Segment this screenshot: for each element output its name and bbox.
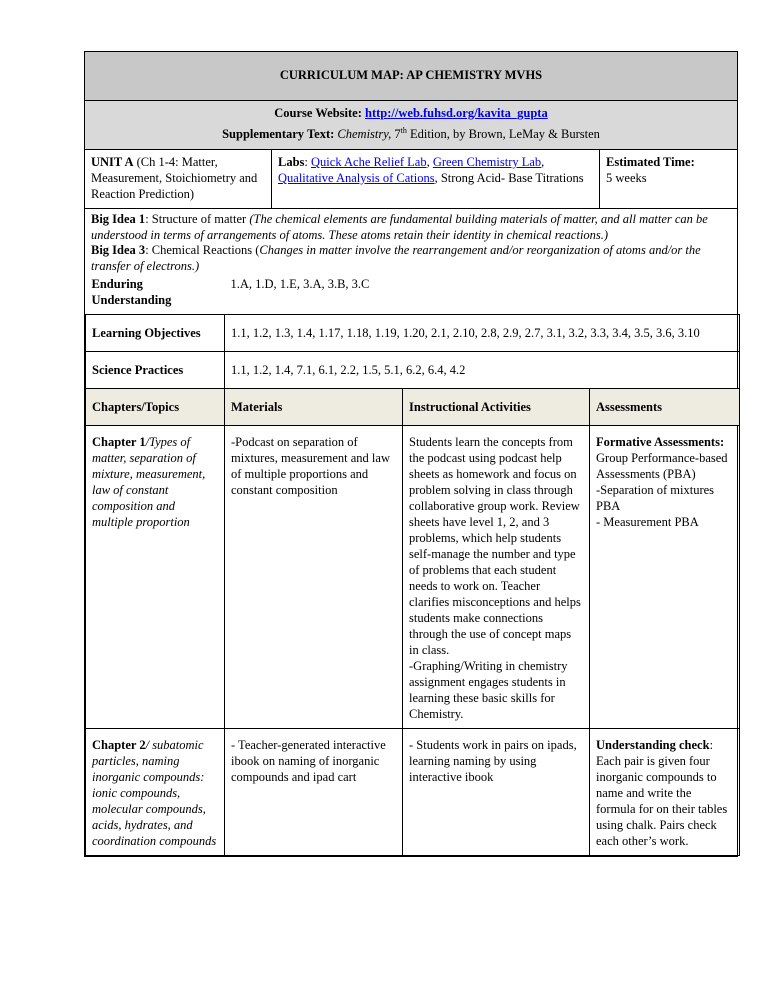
unit-name: UNIT A: [91, 155, 134, 170]
chapter-2-assess-text: : Each pair is given four inorganic compounds to name and write the formula for on their tables using chalk. Pairs check each other’s work.: [596, 738, 728, 849]
supp-rest: Edition, by Brown, LeMay & Bursten: [409, 127, 600, 142]
chapter-1-assess-label: Formative Assessments:: [596, 435, 725, 450]
labs-tail: , Strong Acid- Base Titrations: [434, 171, 584, 186]
time-label: Estimated Time:: [606, 155, 695, 170]
chapter-2-materials: - Teacher-generated interactive ibook on naming of inorganic compounds and ipad cart: [225, 729, 403, 856]
chapter-1-topics: /Types of matter, separation of mixture, measurement, law of constant composition and multiple proportion: [92, 435, 206, 530]
objectives-row: [86, 315, 740, 352]
big-idea-1: [91, 212, 731, 243]
enduring-label: Enduring Understanding: [91, 277, 172, 308]
supplementary-text-line: [89, 122, 733, 143]
big-idea-3-label: Big Idea 3: [91, 243, 146, 258]
time-value: 5 weeks: [606, 171, 647, 186]
table-row: [86, 729, 740, 856]
big-idea-3-italic: Changes in matter involve the rearrangement and/or reorganization of atoms and/or the transfer of electrons.): [91, 243, 701, 273]
course-website-line: [89, 105, 733, 122]
big-idea-1-label: Big Idea 1: [91, 212, 146, 227]
chapter-1-activities: Students learn the concepts from the podcast using podcast help sheets as homework and focus on problem solving in class through collaborative group work. Review sheets have level 1, 2, and 3 problems, which help students self-manage the number and type of problems that each student needs to work on. Teacher clarifies misconceptions and helps students make connections through the use of concept maps in class.: [409, 435, 581, 658]
objectives-value: 1.1, 1.2, 1.3, 1.4, 1.17, 1.18, 1.19, 1.20, 2.1, 2.10, 2.8, 2.9, 2.7, 3.1, 3.2, 3.3, 3.4, 3.5, 3.6, 3.10: [225, 315, 740, 352]
chapter-2-title: Chapter 2: [92, 738, 146, 753]
lab-link-qualitative-cations[interactable]: Qualitative Analysis of Cations: [278, 171, 435, 186]
labs-cell: Labs: Quick Ache Relief Lab, Green Chemistry Lab, Qualitative Analysis of Cations, Strong Acid- Base Titrations: [272, 150, 600, 208]
course-info: [85, 100, 737, 149]
column-header-row: [86, 389, 740, 426]
chapter-2-cell: [86, 729, 225, 856]
curriculum-table: [85, 274, 740, 856]
big-ideas: [85, 208, 737, 274]
supp-edition-sup: th: [400, 126, 407, 135]
estimated-time-cell: [600, 150, 737, 208]
practices-row: [86, 352, 740, 389]
table-row: [86, 426, 740, 729]
chapter-2-topics: / subatomic particles, naming inorganic compounds: ionic compounds, molecular compounds, acids, hydrates, and coordination compounds: [92, 738, 217, 849]
chapter-1-cell: [86, 426, 225, 729]
page-title: CURRICULUM MAP: AP CHEMISTRY MVHS: [85, 52, 737, 100]
col-assessments: Assessments: [590, 389, 740, 426]
enduring-row: [86, 274, 740, 315]
supp-book: Chemistry,: [337, 127, 392, 142]
curriculum-map: [84, 51, 738, 857]
lab-link-quick-ache[interactable]: Quick Ache Relief Lab: [311, 155, 427, 170]
big-idea-3: [91, 243, 731, 274]
chapter-1-activities-2: -Graphing/Writing in chemistry assignment engages students in learning these basic skills for Chemistry.: [409, 659, 568, 722]
big-idea-1-italic: (The chemical elements are fundamental building materials of matter, and all matter can be understood in terms of arrangements of atoms. These atoms retain their identity in chemical reactions.): [91, 212, 708, 242]
chapter-1-assess-text: Group Performance-based Assessments (PBA): [596, 451, 728, 482]
enduring-value: 1.A, 1.D, 1.E, 3.A, 3.B, 3.C: [230, 277, 370, 292]
practices-label: Science Practices: [86, 352, 225, 389]
col-materials: Materials: [225, 389, 403, 426]
chapter-2-assess-label: Understanding check: [596, 738, 710, 753]
chapter-1-assessments: [590, 426, 740, 729]
chapter-1-assess-line2: -Separation of mixtures PBA: [596, 483, 715, 514]
supp-edition-num: 7: [394, 127, 401, 142]
practices-value: 1.1, 1.2, 1.4, 7.1, 6.1, 2.2, 1.5, 5.1, 6.2, 6.4, 4.2: [225, 352, 740, 389]
objectives-label: Learning Objectives: [86, 315, 225, 352]
labs-label: Labs: [278, 155, 305, 170]
unit-desc: (Ch 1-4: Matter, Measurement, Stoichiometry and Reaction Prediction): [91, 155, 258, 202]
lab-link-green-chemistry[interactable]: Green Chemistry Lab: [432, 155, 542, 170]
supp-label: Supplementary Text:: [222, 127, 335, 142]
unit-row: [85, 149, 737, 208]
big-idea-3-plain: : Chemical Reactions (: [145, 243, 260, 258]
chapter-1-title: Chapter 1: [92, 435, 146, 450]
course-website-link[interactable]: http://web.fuhsd.org/kavita_gupta: [365, 106, 548, 120]
col-chapters: Chapters/Topics: [86, 389, 225, 426]
chapter-1-activities-cell: [403, 426, 590, 729]
chapter-1-materials: -Podcast on separation of mixtures, measurement and law of multiple proportions and constant composition: [225, 426, 403, 729]
unit-name-cell: [85, 150, 272, 208]
chapter-2-activities: - Students work in pairs on ipads, learning naming by using interactive ibook: [403, 729, 590, 856]
col-activities: Instructional Activities: [403, 389, 590, 426]
course-website-label: Course Website:: [274, 106, 362, 120]
chapter-2-assessments: [590, 729, 740, 856]
chapter-1-assess-line3: - Measurement PBA: [596, 515, 699, 530]
big-idea-1-plain: : Structure of matter: [145, 212, 250, 227]
